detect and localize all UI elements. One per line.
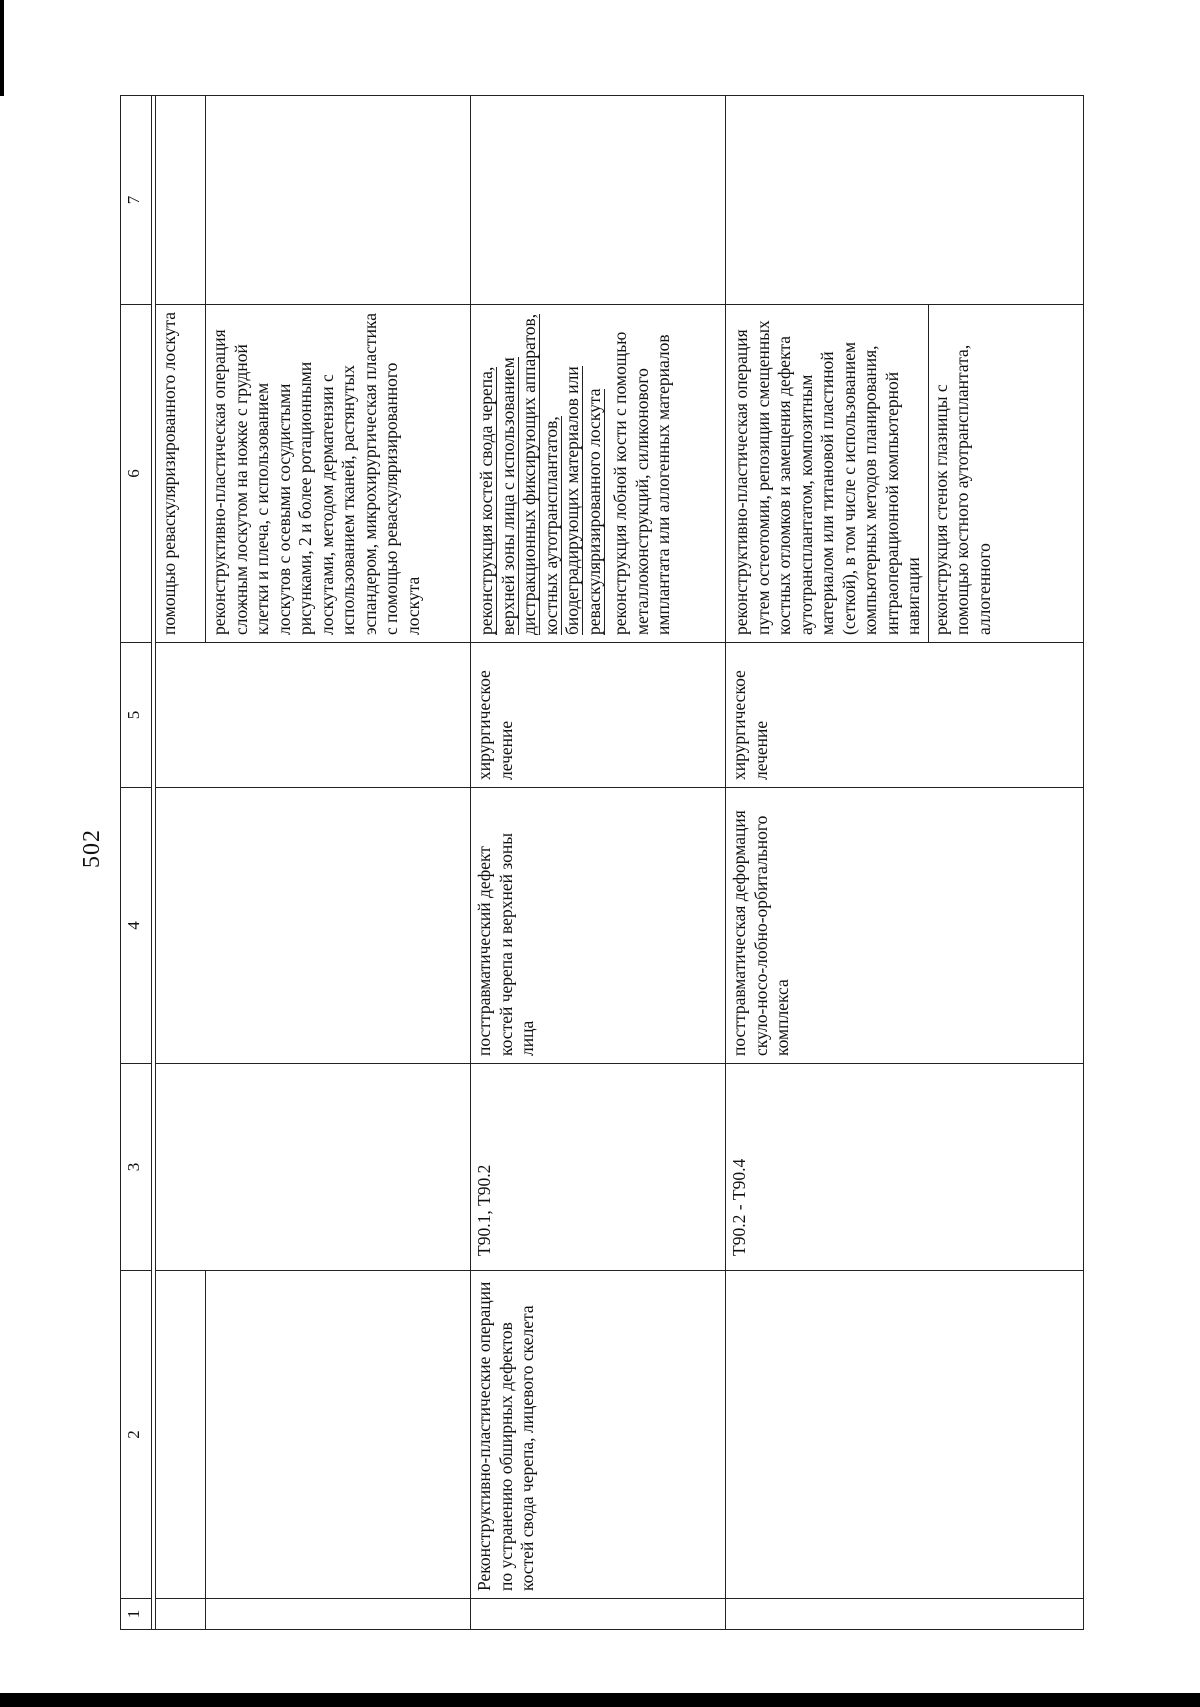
cell-col-7 [206,96,471,305]
table-row [726,96,1084,1630]
treatment-method-text: реконструктивно-пластическая операция сложным лоскутом на ножке с грудной клетки и плеча, с использованием лоскутов с осевыми сосудистыми рисунками, 2 и более ротационными лоскутами, методом дерматензии с использованием тканей, растянутых эспандером, микрохирургическая пластика с помощью реваскуляризированного лоскута [209,313,423,635]
scan-edge-bottom [0,1693,1200,1707]
cell-col-5: хирургическое лечение [471,643,726,788]
cell-col-6 [206,305,471,643]
treatment-method-text: реконструкция лобной кости с помощью металлоконструкций, силиконового имплантата или аллогенных материалов [610,331,673,635]
cell-col-2: Реконструктивно-пластические операции по устранению обширных дефектов костей свода черепа, лицевого скелета [471,1271,726,1599]
cell-col-3: Т90.1, Т90.2 [471,1064,726,1271]
cell-col-3 [156,1064,471,1271]
treatment-method-text: реконструктивно-пластическая операция путем остеотомии, репозиции смещенных костных отломков и замещения дефекта аутотрансплантатом, композитным материалом или титановой пластиной (сеткой), в том числе с использованием компьютерных методов планирования, интраоперационной компьютерной навигации [731,320,923,635]
header-col-2: 2 [121,1271,152,1599]
table-row [156,96,206,1630]
treatment-method-text: помощью реваскуляризированного лоскута [159,312,179,635]
cell-col-1 [471,1599,726,1630]
scan-edge-top [0,0,4,96]
cell-col-1 [156,1599,206,1630]
cell-col-3: Т90.2 - Т90.4 [726,1064,1084,1271]
cell-col-5 [156,643,471,788]
page-number: 502 [79,829,105,868]
cell-col-1 [726,1599,1084,1630]
cell-col-7 [726,96,1084,305]
cell-col-2 [156,1271,206,1599]
header-col-6: 6 [121,305,152,643]
cell-col-6 [156,305,206,643]
document-table [120,95,1084,1630]
cell-col-1 [206,1599,471,1630]
header-col-5: 5 [121,643,152,788]
cell-col-6 [471,305,726,643]
cell-col-2 [206,1271,471,1599]
header-col-1: 1 [121,1599,152,1630]
cell-col-6 [726,305,1084,643]
cell-col-7 [471,96,726,305]
table-row [471,96,726,1630]
treatment-method-text: реконструкция стенок глазницы с помощью костного аутотрансплантата, аллогенного [928,305,999,642]
header-col-4: 4 [121,788,152,1064]
cell-col-4: посттравматическая деформация скуло-носо-лобно-орбитального комплекса [726,788,1084,1064]
treatment-method-text [474,305,608,642]
header-col-7: 7 [121,96,152,305]
header-col-3: 3 [121,1064,152,1271]
cell-col-4: посттравматический дефект костей черепа и верхней зоны лица [471,788,726,1064]
cell-col-2 [726,1271,1084,1599]
treatment-method-span: реконструкция костей свода черепа, верхней зоны лица с использованием дистракционных фиксирующих аппаратов, костных аутотрансплантатов, биодеградирующих материалов или реваскуляризированного лоскута [476,313,604,635]
header-row [121,96,152,1630]
cell-col-4 [156,788,471,1064]
cell-col-5: хирургическое лечение [726,643,1084,788]
cell-col-7 [156,96,206,305]
